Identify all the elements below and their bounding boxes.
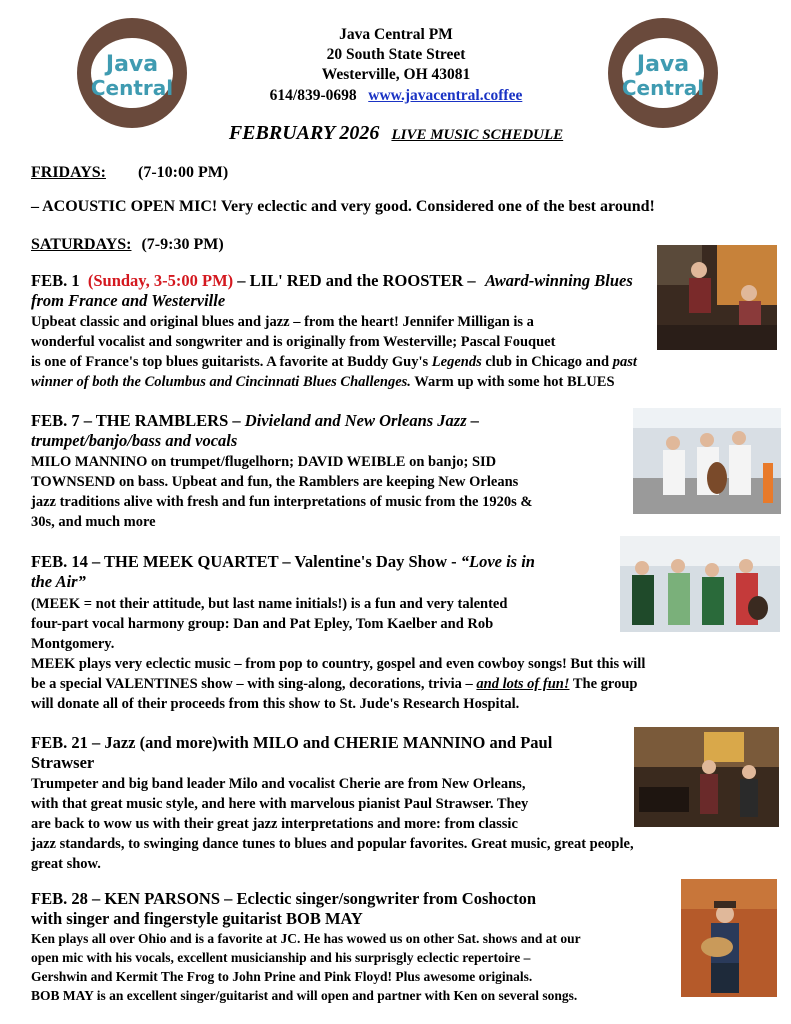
schedule-subtitle: LIVE MUSIC SCHEDULE <box>391 127 564 143</box>
event-feb14-tagline2: the Air” <box>31 572 86 591</box>
venue-name: Java Central PM <box>339 26 453 43</box>
event-tagline: “Love is in <box>460 552 535 571</box>
fridays-label: FRIDAYS: <box>31 164 106 181</box>
event-feb21-line5: great show. <box>31 856 101 872</box>
event-feb7-tagline2: trumpet/banjo/bass and vocals <box>31 431 238 450</box>
event-date: FEB. 7 <box>31 411 80 430</box>
event-feb7-line1: MILO MANNINO on trumpet/flugelhorn; DAVID WEIBLE on banjo; SID <box>31 454 497 470</box>
event-date: FEB. 28 <box>31 889 88 908</box>
event-feb14-line6: will donate all of their proceeds from this show to St. Jude's Research Hospital. <box>31 696 520 712</box>
event-feb7-line4: 30s, and much more <box>31 514 156 530</box>
event-feb1-line4: winner of both the Columbus and Cincinnati Blues Challenges. Warm up with some hot BLUES <box>31 374 615 390</box>
event-act: – KEN PARSONS – Eclectic singer/songwriter from Coshocton <box>91 889 537 908</box>
event-feb7-line2: TOWNSEND on bass. Upbeat and fun, the Ramblers are keeping New Orleans <box>31 474 519 490</box>
saturdays-time: (7-9:30 PM) <box>141 236 224 253</box>
java-central-logo-left <box>76 17 188 129</box>
event-feb7-line3: jazz traditions alive with fresh and fun interpretations of music from the 1920s & <box>31 494 533 510</box>
page-title <box>196 122 596 145</box>
event-act: – THE RAMBLERS – <box>83 411 241 430</box>
ramblers-photo <box>633 408 781 514</box>
contact-line <box>196 86 596 106</box>
event-feb21-line4: jazz standards, to swinging dance tunes to blues and popular favorites. Great music, great people, <box>31 836 634 852</box>
website-link[interactable]: www.javacentral.coffee <box>368 87 523 104</box>
fridays-time: (7-10:00 PM) <box>137 164 229 181</box>
logo-text-java: Java <box>636 52 690 77</box>
event-feb7-title <box>31 411 479 431</box>
phone-number: 614/839-0698 <box>269 87 357 104</box>
event-feb28-line3: Gershwin and Kermit The Frog to John Prine and Pink Floyd! Plus awesome originals. <box>31 969 533 984</box>
event-feb28-line4: BOB MAY is an excellent singer/guitarist and will open and partner with Ken on several songs. <box>31 988 578 1003</box>
month-title: FEBRUARY 2026 <box>228 122 380 144</box>
meek-quartet-photo <box>620 536 780 632</box>
street-address: 20 South State Street <box>326 46 466 63</box>
event-feb21-title <box>31 733 552 753</box>
event-feb1-line3: is one of France's top blues guitarists. A favorite at Buddy Guy's Legends club in Chicago and past <box>31 354 637 370</box>
event-feb21-line3: are back to wow us with their great jazz interpretations and more: from classic <box>31 816 518 832</box>
logo-text-central: Central <box>90 76 174 100</box>
event-feb21-title2: Strawser <box>31 753 95 772</box>
event-feb1-tagline: Award-winning Blues from France and Westerville <box>31 271 633 310</box>
event-feb28-title2: with singer and fingerstyle guitarist BOB MAY <box>31 909 363 928</box>
event-feb14-line4: MEEK plays very eclectic music – from pop to country, gospel and even cowboy songs! But this will <box>31 656 646 672</box>
fridays-heading <box>31 164 228 182</box>
fridays-description: – ACOUSTIC OPEN MIC! Very eclectic and very good. Considered one of the best around! <box>31 198 655 215</box>
ken-parsons-photo <box>681 879 777 997</box>
event-feb14-line1: (MEEK = not their attitude, but last name initials!) is a fun and very talented <box>31 596 508 612</box>
event-feb28-line2: open mic with his vocals, excellent musicianship and his surprisgly eclectic repertoire – <box>31 950 531 965</box>
event-feb21-line2: with that great music style, and here with marvelous pianist Paul Strawser. They <box>31 796 529 812</box>
event-act: – THE MEEK QUARTET – Valentine's Day Show - <box>91 552 457 571</box>
event-feb1-line2: wonderful vocalist and songwriter and is originally from Westerville; Pascal Fouquet <box>31 334 556 350</box>
lil-red-rooster-photo <box>657 245 777 350</box>
event-date: FEB. 1 <box>31 271 80 290</box>
event-feb14-title <box>31 552 535 572</box>
event-date: FEB. 14 <box>31 552 88 571</box>
event-feb28-title <box>31 889 536 909</box>
event-feb21-line1: Trumpeter and big band leader Milo and vocalist Cherie are from New Orleans, <box>31 776 526 792</box>
event-feb1-line1: Upbeat classic and original blues and jazz – from the heart! Jennifer Milligan is a <box>31 314 534 330</box>
saturdays-label: SATURDAYS: <box>31 236 132 253</box>
event-act: – Jazz (and more)with MILO and CHERIE MANNINO and Paul <box>91 733 553 752</box>
event-date: FEB. 21 <box>31 733 88 752</box>
java-central-logo-right <box>607 17 719 129</box>
logo-text-java: Java <box>105 52 159 77</box>
mannino-strawser-photo <box>634 727 779 827</box>
logo-text-central: Central <box>621 76 705 100</box>
event-feb14-line5: be a special VALENTINES show – with sing-along, decorations, trivia – and lots of fun! The group <box>31 676 638 692</box>
event-act: – LIL' RED and the ROOSTER – <box>237 271 476 290</box>
event-feb14-line2: four-part vocal harmony group: Dan and Pat Epley, Tom Kaelber and Rob <box>31 616 494 632</box>
saturdays-heading <box>31 236 224 254</box>
city-address: Westerville, OH 43081 <box>321 66 471 83</box>
event-special-time: (Sunday, 3-5:00 PM) <box>87 271 234 290</box>
event-feb14-line3: Montgomery. <box>31 636 115 652</box>
event-tagline: Divieland and New Orleans Jazz – <box>244 411 480 430</box>
event-feb28-line1: Ken plays all over Ohio and is a favorite at JC. He has wowed us on other Sat. shows and at our <box>31 931 581 946</box>
